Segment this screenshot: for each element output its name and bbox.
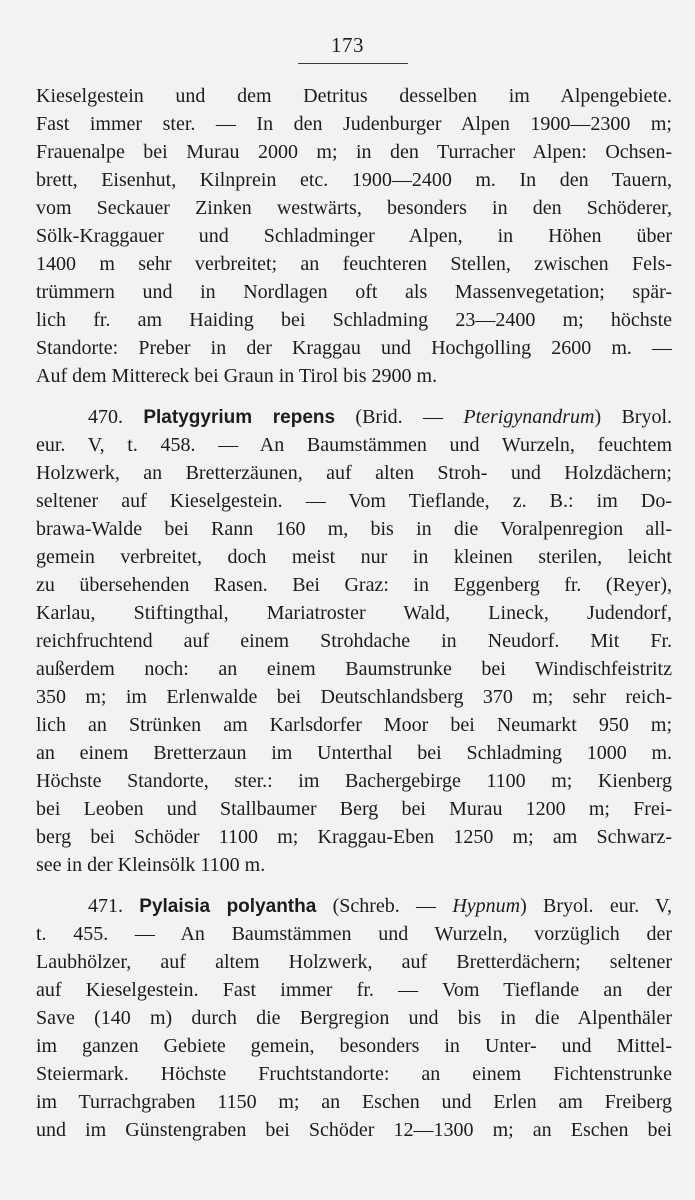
text-line: brawa-Walde bei Rann 160 m, bis in die Voralpenregion all- [36, 518, 672, 540]
text-line: an einem Bretterzaun im Unterthal bei Schladming 1000 m. [36, 742, 672, 764]
text-line: seltener auf Kieselgestein. — Vom Tieflande, z. B.: im Do- [36, 490, 672, 512]
entry-heading-line [36, 403, 672, 431]
body-text [36, 82, 672, 1144]
text-line: t. 455. — An Baumstämmen und Wurzeln, vorzüglich der [36, 923, 672, 945]
entry-470 [36, 403, 672, 879]
text-line: Frauenalpe bei Murau 2000 m; in den Turracher Alpen: Ochsen- [36, 141, 672, 163]
text-line: zu übersehenden Rasen. Bei Graz: in Eggenberg fr. (Reyer), [36, 574, 672, 596]
text-line: see in der Kleinsölk 1100 m. [36, 854, 266, 876]
page-number: 173 [331, 33, 364, 57]
author-citation: (Schreb. — [332, 895, 437, 917]
text-line: Karlau, Stiftingthal, Mariatroster Wald, Lineck, Judendorf, [36, 602, 672, 624]
text-line: lich an Strünken am Karlsdorfer Moor bei Neumarkt 950 m; [36, 714, 672, 736]
text-line: lich fr. am Haiding bei Schladming 23—2400 m; höchste [36, 309, 672, 331]
synonym-name: Hypnum [452, 895, 521, 917]
text-line: 1400 m sehr verbreitet; an feuchteren Stellen, zwischen Fels- [36, 253, 672, 275]
text-line: Fast immer ster. — In den Judenburger Alpen 1900—2300 m; [36, 113, 672, 135]
text-line: bei Leoben und Stallbaumer Berg bei Murau 1200 m; Frei- [36, 798, 672, 820]
text-line: trümmern und in Nordlagen oft als Massenvegetation; spär- [36, 281, 672, 303]
paragraph-continuation [36, 82, 672, 390]
text-line: vom Seckauer Zinken westwärts, besonders in den Schöderer, [36, 197, 672, 219]
reference-start: ) Bryol. eur. V, [520, 895, 672, 917]
entry-number: 471. [88, 895, 123, 917]
text-line: Holzwerk, an Bretterzäunen, auf alten Stroh- und Holzdächern; [36, 462, 672, 484]
text-line: im ganzen Gebiete gemein, besonders in Unter- und Mittel- [36, 1035, 672, 1057]
text-line: gemein verbreitet, doch meist nur in kleinen sterilen, leicht [36, 546, 672, 568]
text-line: im Turrachgraben 1150 m; an Eschen und Erlen am Freiberg [36, 1091, 672, 1113]
text-line: reichfruchtend auf einem Strohdache in Neudorf. Mit Fr. [36, 630, 672, 652]
entry-471 [36, 892, 672, 1144]
text-line: Auf dem Mittereck bei Graun in Tirol bis 2900 m. [36, 365, 438, 387]
text-line: berg bei Schöder 1100 m; Kraggau-Eben 1250 m; am Schwarz- [36, 826, 672, 848]
synonym-name: Pterigynandrum [463, 406, 595, 428]
text-line: brett, Eisenhut, Kilnprein etc. 1900—2400 m. In den Tauern, [36, 169, 672, 191]
text-line: Steiermark. Höchste Fruchtstandorte: an einem Fichtenstrunke [36, 1063, 672, 1085]
entry-number: 470. [88, 406, 123, 428]
text-line: Standorte: Preber in der Kraggau und Hochgolling 2600 m. — [36, 337, 672, 359]
entry-heading-line [36, 892, 672, 920]
text-line: außerdem noch: an einem Baumstrunke bei Windischfeistritz [36, 658, 672, 680]
species-name: Pylaisia polyantha [139, 896, 317, 917]
text-line: Laubhölzer, auf altem Holzwerk, auf Bretterdächern; seltener [36, 951, 672, 973]
text-line: 350 m; im Erlenwalde bei Deutschlandsberg 370 m; sehr reich- [36, 686, 672, 708]
text-line: und im Günstengraben bei Schöder 12—1300 m; an Eschen bei [36, 1119, 672, 1141]
text-line: Kieselgestein und dem Detritus desselben im Alpengebiete. [36, 85, 672, 107]
text-line: Save (140 m) durch die Bergregion und bis in die Alpenthäler [36, 1007, 672, 1029]
text-line: eur. V, t. 458. — An Baumstämmen und Wurzeln, feuchtem [36, 434, 672, 456]
text-line: auf Kieselgestein. Fast immer fr. — Vom Tieflande an der [36, 979, 672, 1001]
text-line: Höchste Standorte, ster.: im Bachergebirge 1100 m; Kienberg [36, 770, 672, 792]
page-number-rule [298, 63, 408, 64]
author-citation: (Brid. — [355, 406, 443, 428]
reference-start: ) Bryol. [594, 406, 672, 428]
species-name: Platygyrium repens [143, 407, 336, 428]
text-line: Sölk-Kraggauer und Schladminger Alpen, in Höhen über [36, 225, 672, 247]
